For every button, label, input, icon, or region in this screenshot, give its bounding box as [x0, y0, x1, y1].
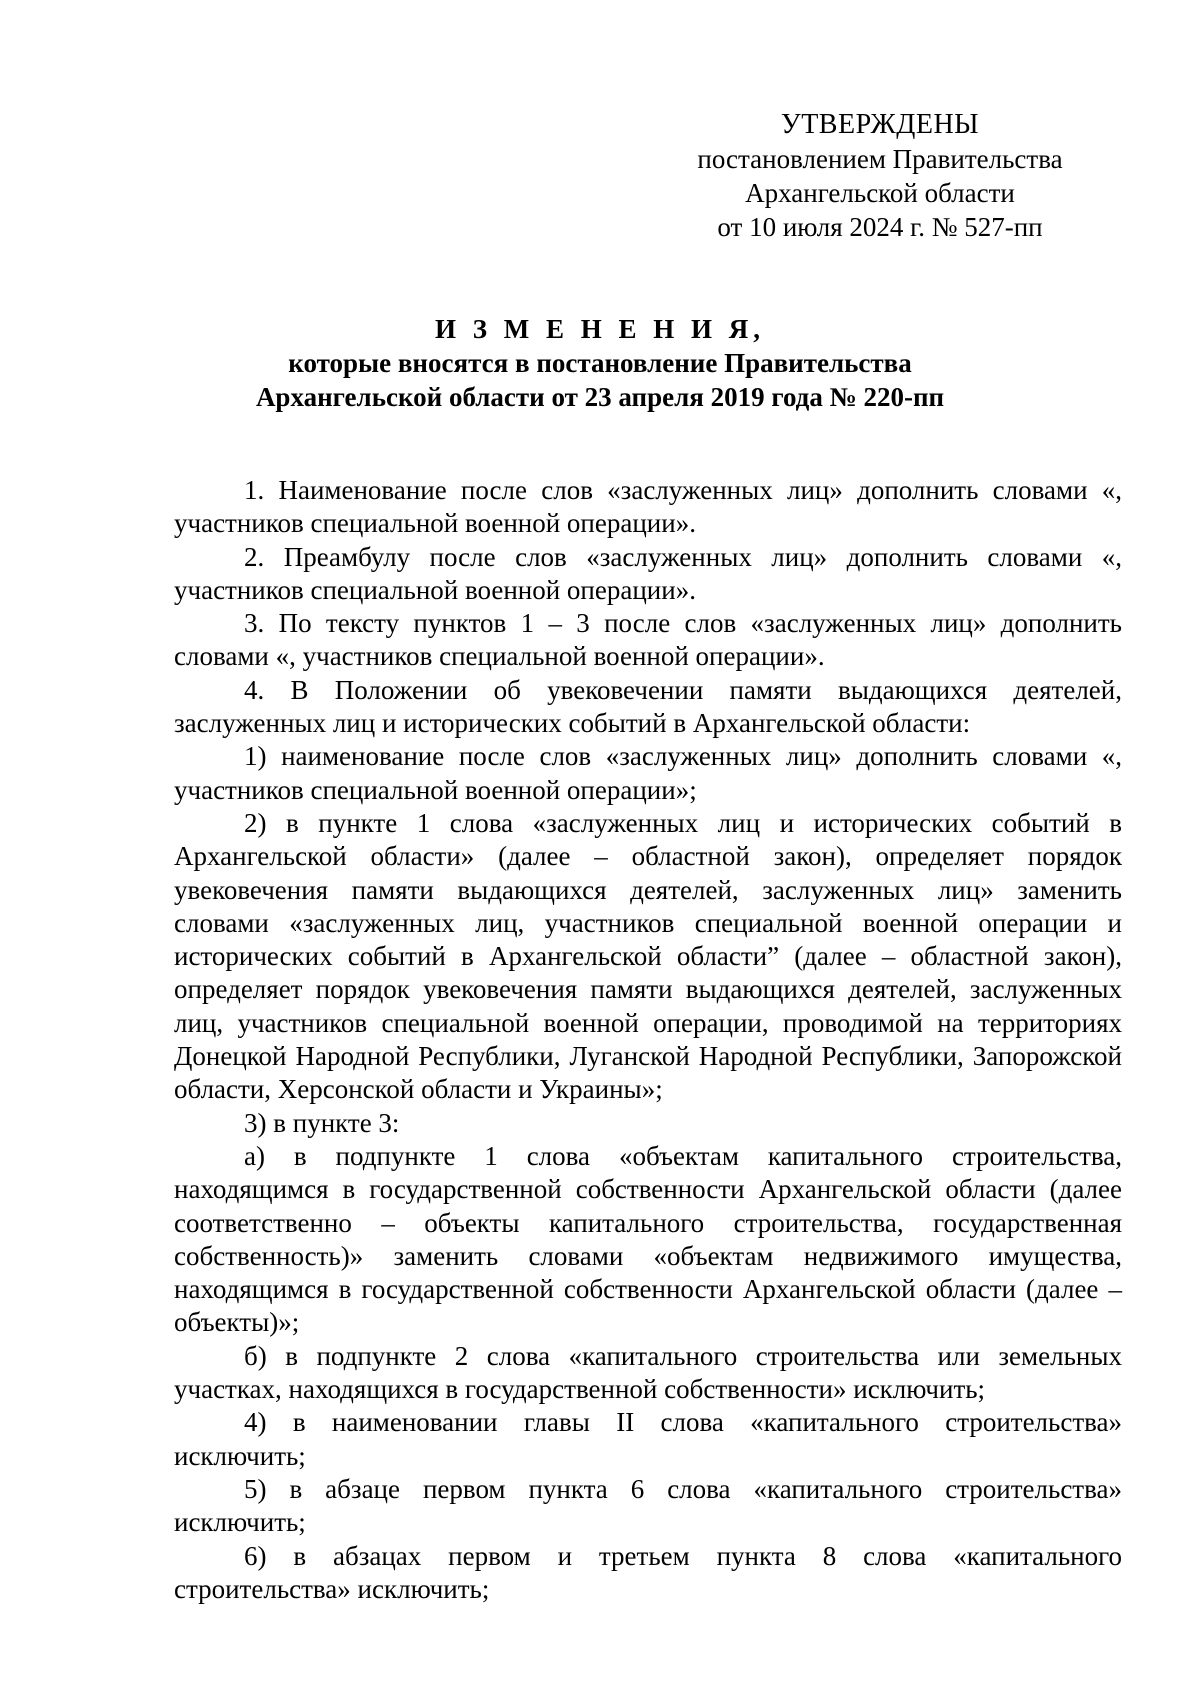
document-title: [150, 312, 1050, 414]
paragraph: б) в подпункте 2 слова «капитального строительства или земельных участках, находящихся в государственной собственности» исключить;: [174, 1340, 1122, 1405]
paragraph: 2. Преамбулу после слов «заслуженных лиц» дополнить словами «, участников специальной военной операции».: [174, 541, 1122, 605]
paragraph: 2) в пункте 1 слова «заслуженных лиц и исторических событий в Архангельской области» (далее – областной закон), определяет порядок увековечения памяти выдающихся деятелей, заслуженных лиц» заменить словами «заслуженных лиц, участников специальной военной операции и исторических событий в Архангельской области” (далее – областной закон), определяет порядок увековечения памяти выдающихся деятелей, заслуженных лиц, участников специальной военной операции, проводимой на территориях Донецкой Народной Республики, Луганской Народной Республики, Запорожской области, Херсонской области и Украины»;: [174, 807, 1122, 1105]
title-subtitle: которые вносятся в постановление Правительства: [288, 348, 912, 378]
approval-stamp: [640, 108, 1120, 244]
title-main: И З М Е Н Е Н И Я,: [434, 314, 765, 344]
approval-line: Архангельской области: [745, 178, 1015, 208]
document-body: [174, 474, 1122, 1606]
approval-line: постановлением Правительства: [697, 144, 1063, 174]
paragraph: 4. В Положении об увековечении памяти выдающихся деятелей, заслуженных лиц и исторических событий в Архангельской области:: [174, 674, 1122, 739]
paragraph: 1) наименование после слов «заслуженных лиц» дополнить словами «, участников специальной военной операции»;: [174, 741, 1122, 805]
paragraph: 1. Наименование после слов «заслуженных лиц» дополнить словами «, участников специальной военной операции».: [174, 475, 1122, 539]
paragraph: 3. По тексту пунктов 1 – 3 после слов «заслуженных лиц» дополнить словами «, участников специальной военной операции».: [174, 608, 1122, 672]
title-subtitle: Архангельской области от 23 апреля 2019 года № 220-пп: [255, 382, 945, 412]
approval-line: от 10 июля 2024 г. № 527-пп: [717, 212, 1043, 242]
paragraph: 3) в пункте 3:: [244, 1107, 400, 1138]
paragraph: 6) в абзацах первом и третьем пункта 8 слова «капитального строительства» исключить;: [174, 1540, 1122, 1604]
paragraph: 4) в наименовании главы II слова «капитального строительства» исключить;: [174, 1407, 1122, 1471]
approval-heading: УТВЕРЖДЕНЫ: [780, 109, 980, 140]
paragraph: а) в подпункте 1 слова «объектам капитального строительства, находящимся в государственной собственности Архангельской области (далее соответственно – объекты капитального строительства, государственная собственность)» заменить словами «объектам недвижимого имущества, находящимся в государственной собственности Архангельской области (далее – объекты)»;: [174, 1140, 1122, 1338]
paragraph: 5) в абзаце первом пункта 6 слова «капитального строительства» исключить;: [174, 1473, 1122, 1538]
